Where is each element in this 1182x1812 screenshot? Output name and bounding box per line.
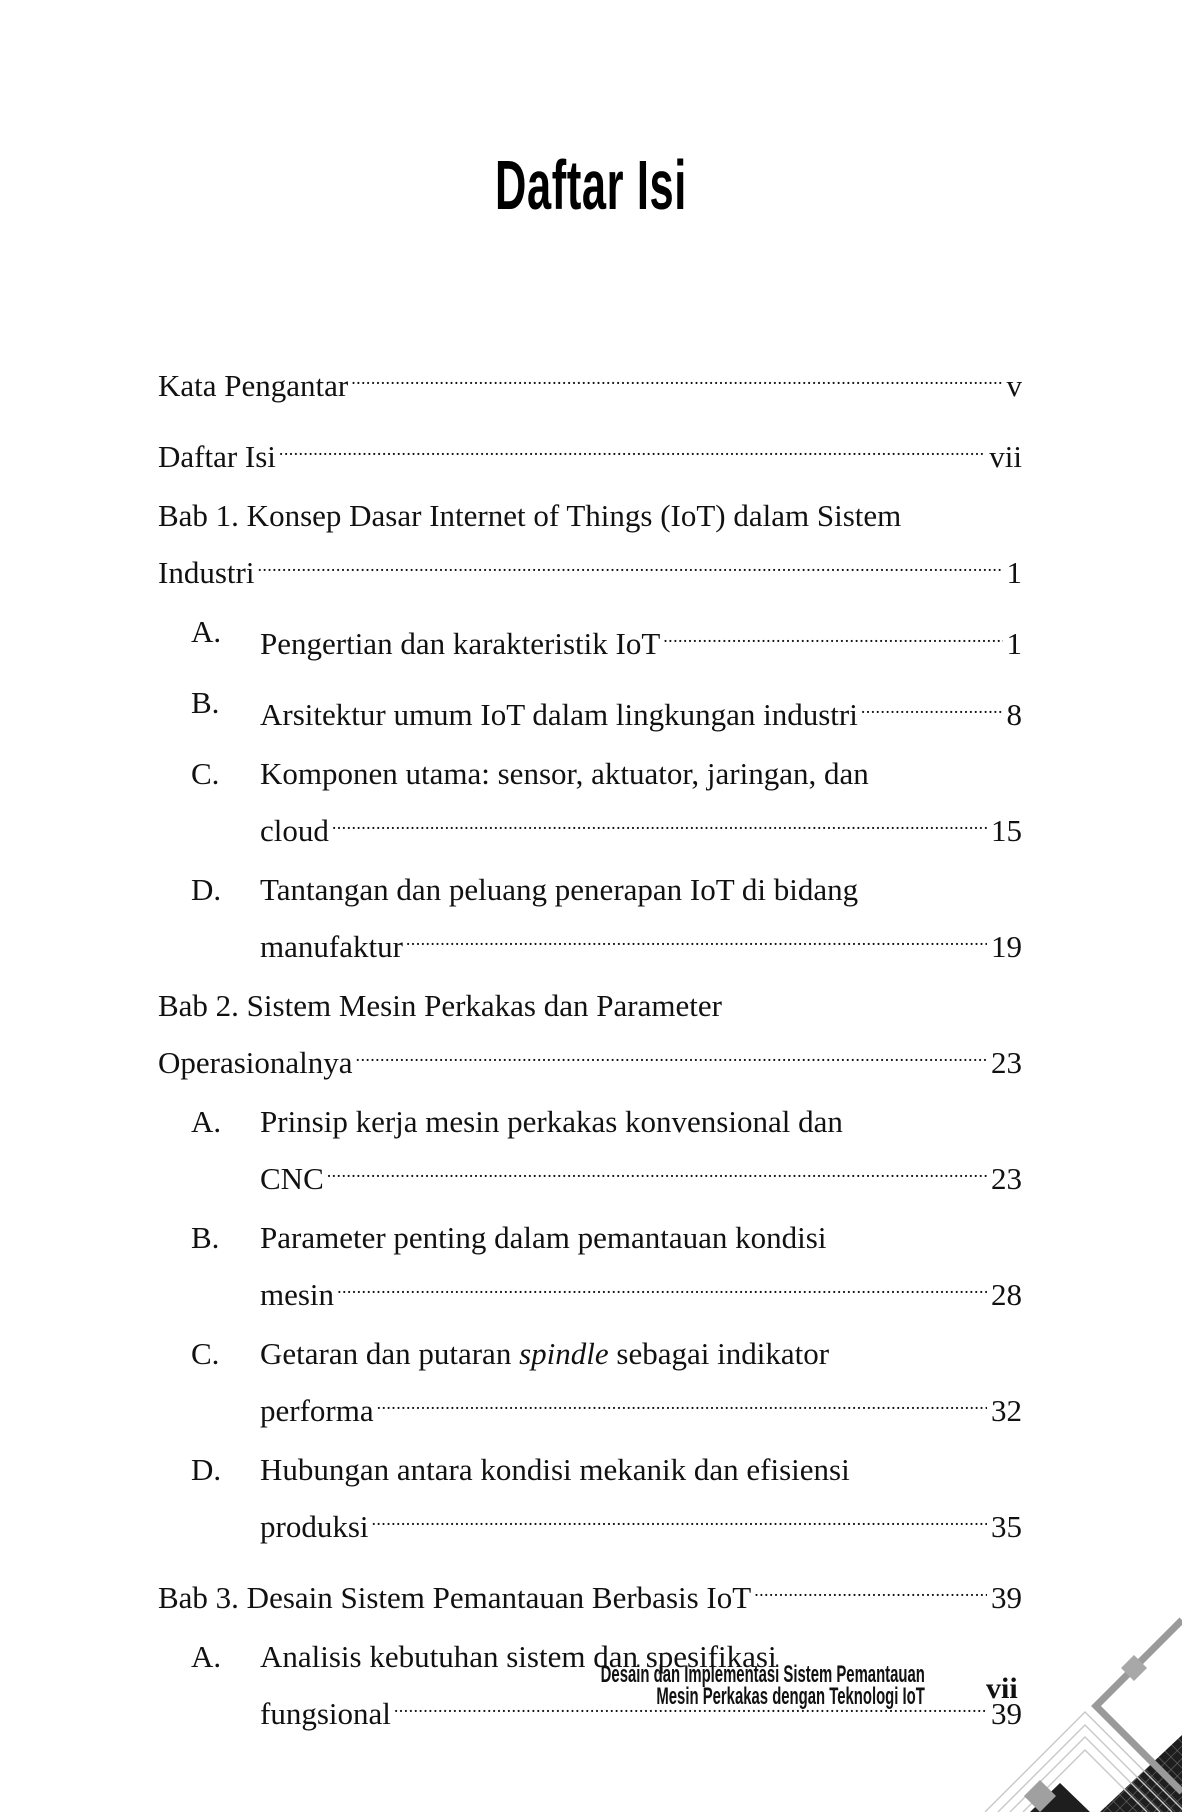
toc-page-number: 35: [991, 1509, 1022, 1544]
toc-entry-title-cont: Operasionalnya: [158, 1045, 353, 1080]
toc-entry-title: Parameter penting dalam pemantauan kondisi: [260, 1220, 827, 1255]
toc-entry-kata-pengantar[interactable]: [158, 351, 1022, 408]
toc-entry-title-cont: cloud: [260, 813, 329, 848]
toc-entry-letter: B.: [191, 685, 220, 720]
italic-term: spindle: [519, 1336, 609, 1371]
toc-page-number: 23: [991, 1045, 1022, 1080]
toc-entry-letter: D.: [191, 1452, 222, 1487]
toc-entry-letter: C.: [191, 1336, 220, 1371]
dot-leader: [406, 912, 987, 957]
dot-leader: [279, 422, 985, 467]
toc-entry-title: Arsitektur umum IoT dalam lingkungan industri: [260, 697, 858, 732]
running-footer-book-title: [600, 1661, 925, 1710]
toc-entry-bab-1-d[interactable]: [158, 867, 1022, 969]
toc-entry-title-cont: fungsional: [260, 1696, 391, 1731]
toc-entry-daftar-isi[interactable]: [158, 422, 1022, 479]
toc-entry-title: Daftar Isi: [158, 439, 276, 474]
toc-entry-bab-2-c[interactable]: [158, 1331, 1022, 1433]
toc-entry-bab-1-a[interactable]: [158, 609, 1022, 666]
footer-title-line-2: Mesin Perkakas dengan Teknologi IoT: [656, 1683, 925, 1710]
toc-page-number: 1: [1006, 555, 1022, 590]
toc-entry-bab-1[interactable]: [158, 493, 1022, 595]
toc-entry-title-cont: produksi: [260, 1509, 369, 1544]
toc-entry-title: Hubungan antara kondisi mekanik dan efisiensi: [260, 1452, 850, 1487]
toc-entry-title: [260, 1331, 829, 1376]
toc-entry-title: Analisis kebutuhan sistem dan spesifikasi: [260, 1639, 777, 1674]
toc-entry-title: Komponen utama: sensor, aktuator, jaringan, dan: [260, 756, 869, 791]
dot-leader: [372, 1492, 988, 1537]
toc-entry-bab-1-b[interactable]: [158, 680, 1022, 737]
footer-title-line-1: Desain dan Implementasi Sistem Pemantauan: [600, 1661, 925, 1688]
dot-leader: [663, 609, 1002, 654]
dot-leader: [337, 1260, 987, 1305]
dot-leader: [327, 1144, 987, 1189]
toc-page-number: 19: [991, 929, 1022, 964]
toc-entry-letter: C.: [191, 756, 220, 791]
toc-page-number: 15: [991, 813, 1022, 848]
toc-entry-bab-3[interactable]: [158, 1563, 1022, 1620]
toc-entry-title-cont: Industri: [158, 555, 255, 590]
toc-entry-title: Kata Pengantar: [158, 368, 349, 403]
toc-page-number: 32: [991, 1393, 1022, 1428]
dot-leader: [356, 1028, 987, 1073]
toc-entry-bab-2-a[interactable]: [158, 1099, 1022, 1201]
toc-entry-title: Tantangan dan peluang penerapan IoT di bidang: [260, 872, 859, 907]
toc-page-number: 8: [1006, 697, 1022, 732]
title-part: Getaran dan putaran: [260, 1336, 520, 1371]
toc-entry-title-cont: mesin: [260, 1277, 335, 1312]
circuit-corner-decoration-icon: [940, 1590, 1182, 1812]
toc-entry-bab-2[interactable]: [158, 983, 1022, 1085]
dot-leader: [351, 351, 1002, 396]
toc-entry-letter: D.: [191, 872, 222, 907]
toc-page-number: vii: [989, 439, 1022, 474]
dot-leader: [257, 538, 1002, 583]
toc-entry-title-cont: CNC: [260, 1161, 324, 1196]
toc-entry-letter: A.: [191, 1104, 222, 1139]
toc-entry-bab-2-d[interactable]: [158, 1447, 1022, 1549]
dot-leader: [861, 680, 1003, 725]
toc-entry-title: Bab 2. Sistem Mesin Perkakas dan Parameter: [158, 988, 722, 1023]
toc-entry-title: Pengertian dan karakteristik IoT: [260, 626, 661, 661]
toc-entry-letter: A.: [191, 1639, 222, 1674]
toc-page-number: 23: [991, 1161, 1022, 1196]
toc-entry-bab-1-c[interactable]: [158, 751, 1022, 853]
toc-page-number: 1: [1006, 626, 1022, 661]
toc-page-number: 28: [991, 1277, 1022, 1312]
toc-page-number: v: [1006, 368, 1022, 403]
toc-entry-title: Bab 3. Desain Sistem Pemantauan Berbasis IoT: [158, 1580, 752, 1615]
toc-entry-title: Prinsip kerja mesin perkakas konvensional dan: [260, 1104, 843, 1139]
toc-entry-letter: A.: [191, 614, 222, 649]
toc-entry-title-cont: performa: [260, 1393, 374, 1428]
toc-page-number: 39: [991, 1696, 1022, 1731]
page-number: vii: [986, 1672, 1018, 1705]
toc-entry-title: Bab 1. Konsep Dasar Internet of Things (IoT) dalam Sistem: [158, 498, 902, 533]
title-part: sebagai indikator: [608, 1336, 830, 1371]
dot-leader: [377, 1376, 987, 1421]
table-of-contents: [158, 351, 1022, 1750]
dot-leader: [332, 796, 987, 841]
toc-entry-title-cont: manufaktur: [260, 929, 403, 964]
toc-page-number: 39: [991, 1580, 1022, 1615]
toc-entry-bab-2-b[interactable]: [158, 1215, 1022, 1317]
page-title: Daftar Isi: [495, 146, 687, 224]
toc-entry-letter: B.: [191, 1220, 220, 1255]
